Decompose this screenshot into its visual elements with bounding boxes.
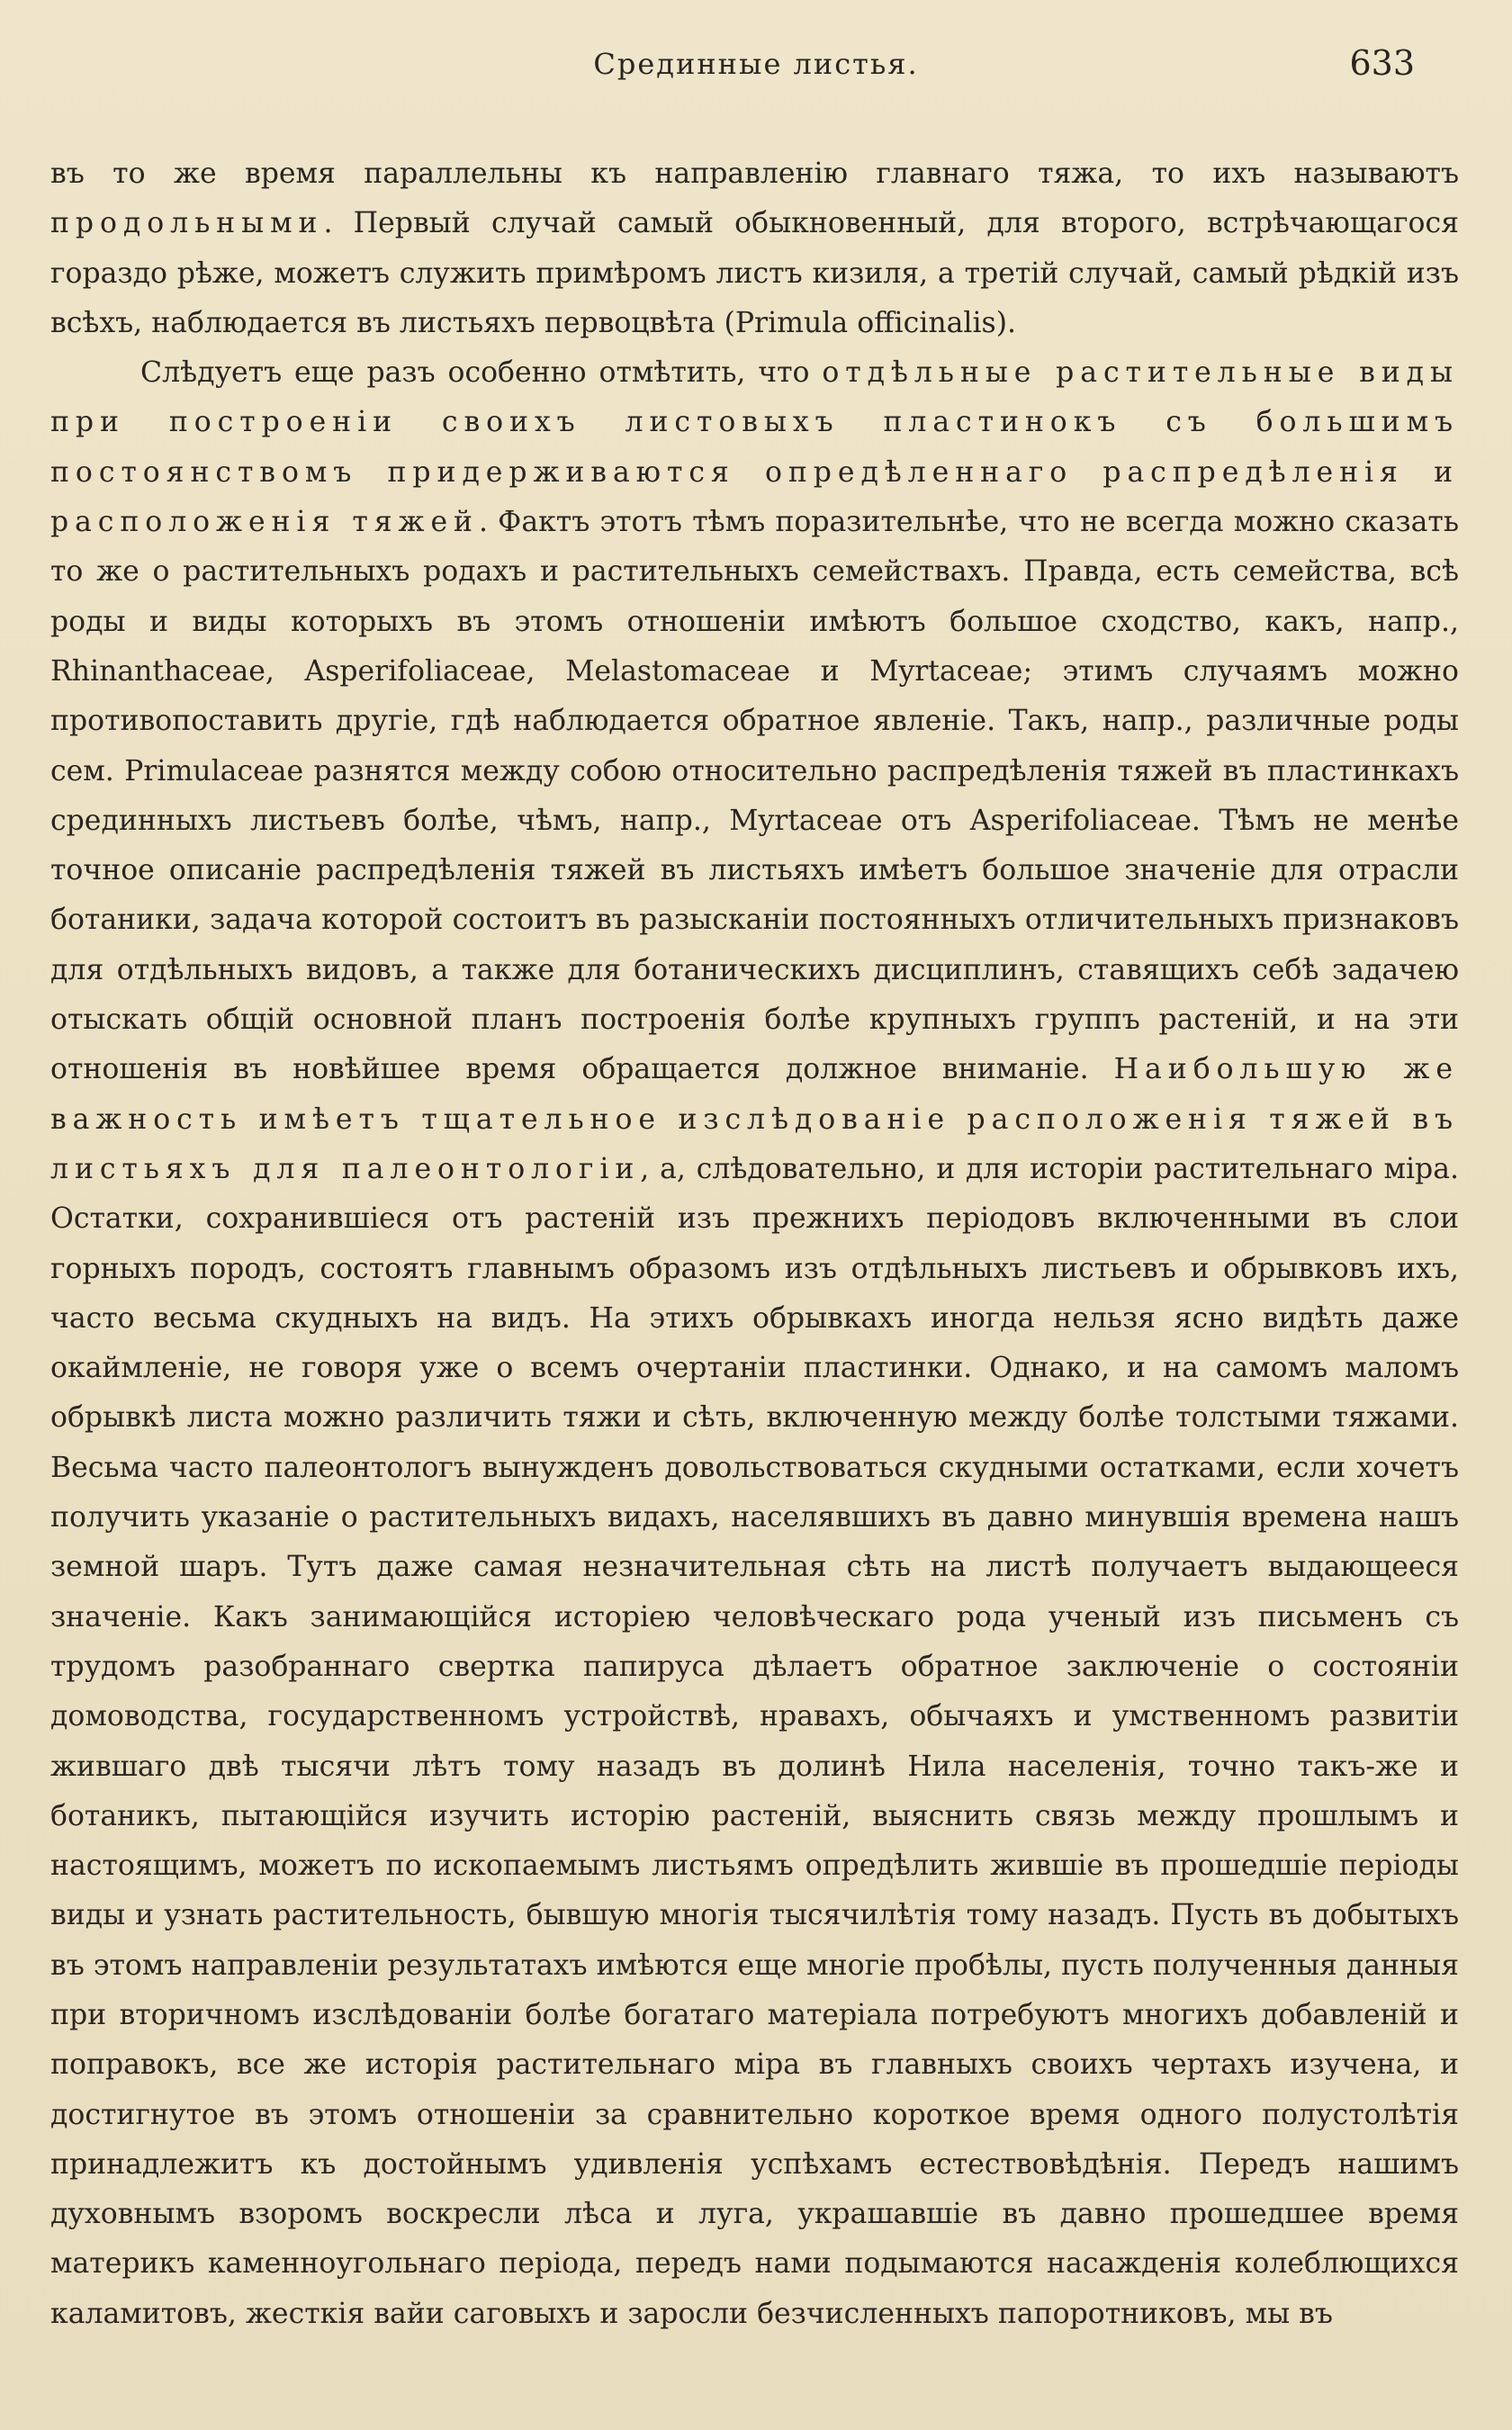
spaced-emphasis: продольными [50, 207, 324, 240]
page-header [54, 43, 1458, 88]
page-number: 633 [1349, 43, 1415, 83]
running-title: Срединные листья. [593, 47, 919, 81]
text-run: Слѣдуетъ еще разъ особенно отмѣтить, что [140, 356, 823, 390]
text-run: . Первый случай самый обыкновенный, для второго, встрѣчающагося гораздо рѣже, можетъ служить примѣромъ листъ кизиля, а третій случай, самый рѣдкій изъ всѣхъ, наблюдается въ листьяхъ первоцвѣта (Primula officinalis). [50, 207, 1459, 339]
text-run: въ то же время параллельны къ направленію главнаго тяжа, то ихъ называютъ [50, 158, 1459, 190]
text-run: . Фактъ этотъ тѣмъ поразительнѣе, что не всегда можно сказать то же о растительныхъ родахъ и растительныхъ семействахъ. Правда, есть семейства, всѣ роды и виды которыхъ въ этомъ отношеніи имѣютъ большое сходство, какъ, напр., Rhinanthaceae, Asperifoliaceae, Melastomaceae и Myrtaceae; этимъ случаямъ можно противопоставить другіе, гдѣ наблюдается обратное явленіе. Такъ, напр., различные роды сем. Primulaceae разнятся между собою относительно распредѣленія тяжей въ пластинкахъ срединныхъ листьевъ болѣе, чѣмъ, напр., Myrtaceae отъ Asperifoliaceae. Тѣмъ не менѣе точное описаніе распредѣленія тяжей въ листьяхъ имѣетъ большое значеніе для отрасли ботаники, задача которой состоитъ въ разысканіи постоянныхъ отличительныхъ признаковъ для отдѣльныхъ видовъ, а также для ботаническихъ дисциплинъ, ставящихъ себѣ задачею отыскать общій основной планъ построенія болѣе крупныхъ группъ растеній, и на эти отношенія въ новѣйшее время обращается должное вниманіе. [50, 506, 1459, 1086]
text-run: , а, слѣдовательно, и для исторіи растительнаго міра. Остатки, сохранившіеся отъ растеній изъ прежнихъ періодовъ включенными въ слои горныхъ породъ, состоятъ главнымъ образомъ изъ отдѣльныхъ листьевъ и обрывковъ ихъ, часто весьма скудныхъ на видъ. На этихъ обрывкахъ иногда нельзя ясно видѣть даже окаймленіе, не говоря уже о всемъ очертаніи пластинки. Однако, и на самомъ маломъ обрывкѣ листа можно различить тяжи и сѣть, включенную между болѣе толстыми тяжами. Весьма часто палеонтологъ вынужденъ довольствоваться скудными остатками, если хочетъ получить указаніе о растительныхъ видахъ, населявшихъ въ давно минувшія времена нашъ земной шаръ. Тутъ даже самая незначительная сѣть на листѣ получаетъ выдающееся значеніе. Какъ занимающійся исторіею человѣческаго рода ученый изъ письменъ съ трудомъ разобраннаго свертка папируса дѣлаетъ обратное заключеніе о состояніи домоводства, государственномъ устройствѣ, нравахъ, обычаяхъ и умственномъ развитіи жившаго двѣ тысячи лѣтъ тому назадъ въ долинѣ Нила населенія, точно такъ-же и ботаникъ, пытающійся изучить исторію растеній, выяснить связь между прошлымъ и настоящимъ, можетъ по ископаемымъ листьямъ опредѣлить жившіе въ прошедшіе періоды виды и узнать растительность, бывшую многія тысячилѣтія тому назадъ. Пусть въ добытыхъ въ этомъ направленіи результатахъ имѣются еще многіе пробѣлы, пусть полученныя данныя при вторичномъ изслѣдованіи болѣе богатаго матеріала потребуютъ многихъ добавленій и поправокъ, все же исторія растительнаго міра въ главныхъ своихъ чертахъ изучена, и достигнутое въ этомъ отношеніи за сравнительно короткое время одного полустолѣтія принадлежитъ къ достойнымъ удивленія успѣхамъ естествовѣдѣнія. Передъ нашимъ духовнымъ взоромъ воскресли лѣса и луга, украшавшіе въ давно прошедшее время материкъ каменноугольнаго періода, передъ нами подымаются насажденія колеблющихся каламитовъ, жесткія вайи саговыхъ и заросли безчисленныхъ папоротниковъ, мы въ [50, 1152, 1459, 2330]
spaced-emphasis: Наибольшую же важность имѣетъ тщательное изслѣдованіе расположенія тяжей въ листьяхъ для палеонтологіи [50, 1053, 1459, 1185]
paragraph [50, 348, 1459, 2339]
paragraph-continued [50, 149, 1459, 348]
spaced-emphasis: отдѣльные растительные виды при построеніи своихъ листовыхъ пластинокъ съ большимъ постоянствомъ придерживаются опредѣленнаго распредѣленія и расположенія тяжей [50, 356, 1459, 539]
body-text [50, 149, 1459, 2339]
